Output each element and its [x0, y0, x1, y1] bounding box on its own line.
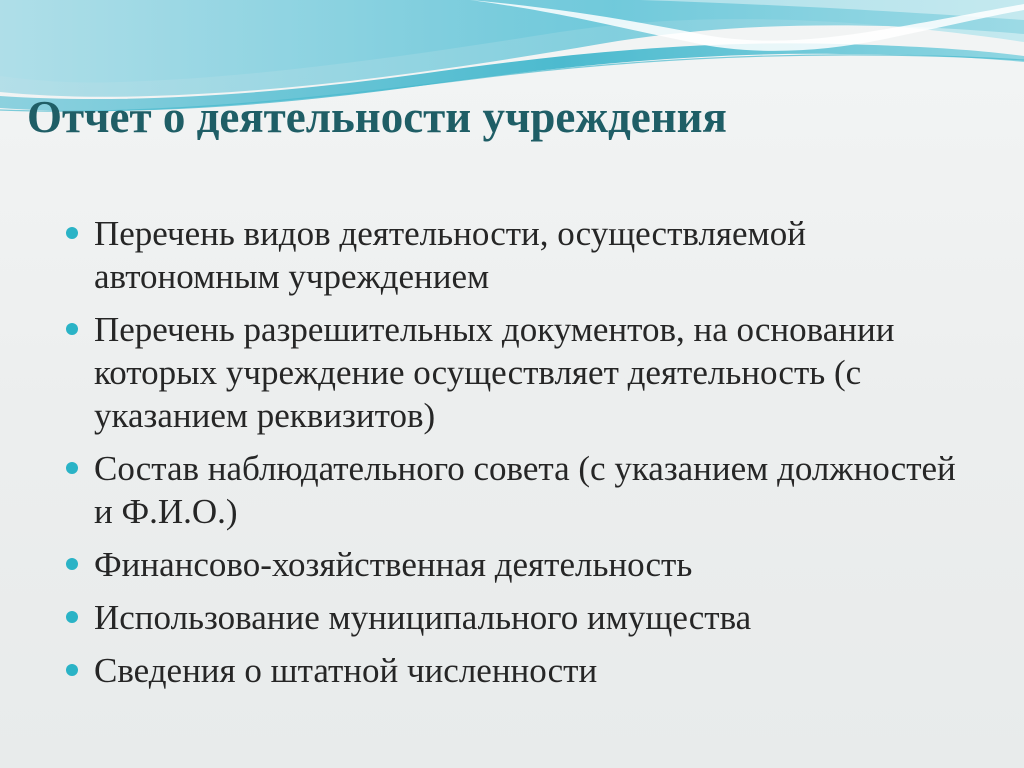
- bullet-text: Сведения о штатной численности: [94, 651, 598, 690]
- bullet-dot-icon: [66, 664, 78, 676]
- bullet-text: Перечень разрешительных документов, на основании которых учреждение осуществляет деятельность (с указанием реквизитов): [94, 310, 895, 435]
- slide-title: Отчет о деятельности учреждения: [27, 92, 727, 142]
- bullet-dot-icon: [66, 323, 78, 335]
- bullet-dot-icon: [66, 558, 78, 570]
- bullet-item: [66, 447, 966, 533]
- bullet-item: [66, 543, 966, 586]
- bullet-text: Финансово-хозяйственная деятельность: [94, 545, 693, 584]
- bullet-item: [66, 596, 966, 639]
- bullet-text: Состав наблюдательного совета (с указанием должностей и Ф.И.О.): [94, 449, 956, 531]
- bullet-dot-icon: [66, 462, 78, 474]
- bullet-item: [66, 308, 966, 437]
- bullet-dot-icon: [66, 611, 78, 623]
- bullet-text: Перечень видов деятельности, осуществляемой автономным учреждением: [94, 214, 806, 296]
- bullet-item: [66, 212, 966, 298]
- bullet-text: Использование муниципального имущества: [94, 598, 752, 637]
- bullet-item: [66, 649, 966, 692]
- bullet-list: [66, 212, 966, 702]
- bullet-dot-icon: [66, 227, 78, 239]
